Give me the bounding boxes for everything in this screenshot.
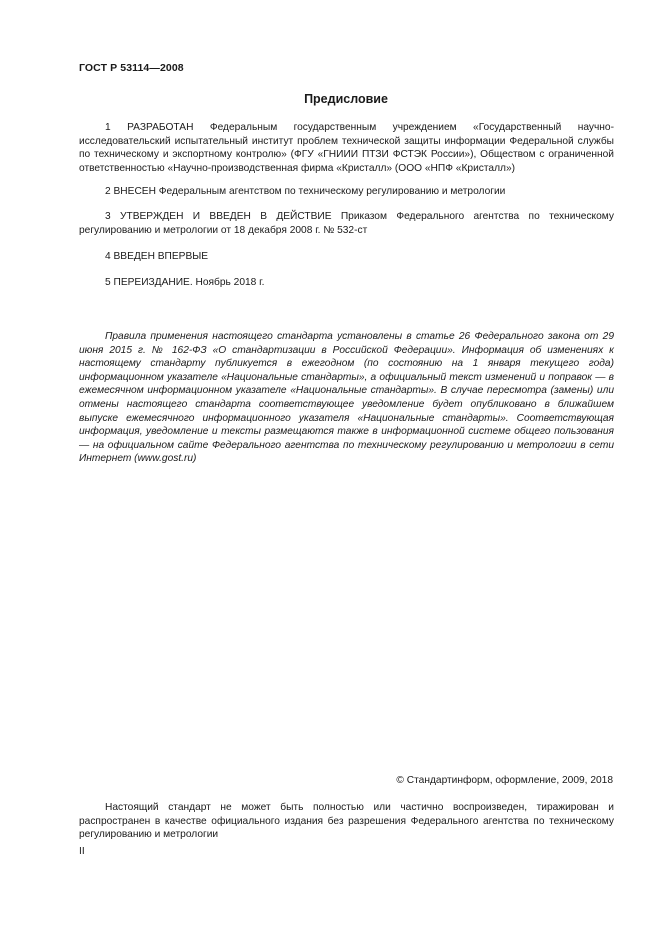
copyright-line: © Стандартинформ, оформление, 2009, 2018 bbox=[396, 775, 613, 786]
foreword-item-developed: 1 РАЗРАБОТАН Федеральным государственным учреждением «Государственный научно-исследовательский испытательный институт проблем технической защиты информации Федеральной службы по техническому и экспортному контролю» (ФГУ «ГНИИИ ПТЗИ ФСТЭК России»), Обществом с ограниченной ответственностью «Научно-производственная фирма «Кристалл» (ООО «НПФ «Кристалл») bbox=[79, 122, 614, 174]
page-number: II bbox=[79, 846, 85, 857]
foreword-item-introduced: 2 ВНЕСЕН Федеральным агентством по техническому регулированию и метрологии bbox=[105, 186, 506, 197]
foreword-item-reissue: 5 ПЕРЕИЗДАНИЕ. Ноябрь 2018 г. bbox=[105, 277, 265, 288]
reproduction-restriction-text: Настоящий стандарт не может быть полностью или частично воспроизведен, тиражирован и распространен в качестве официального издания без разрешения Федерального агентства по техническому регулированию и метрологии bbox=[79, 802, 614, 841]
foreword-item-first-edition: 4 ВВЕДЕН ВПЕРВЫЕ bbox=[105, 251, 209, 262]
document-code: ГОСТ Р 53114—2008 bbox=[79, 62, 184, 74]
application-rules-notice: Правила применения настоящего стандарта установлены в статье 26 Федерального закона от 29 июня 2015 г. № 162-ФЗ «О стандартизации в Российской Федерации». Информация об изменениях к настоящему стандарту публикуется в ежегодном (по состоянию на 1 января текущего года) информационном указателе «Национальные стандарты», а официальный текст изменений и поправок — в ежемесячном информационном указателе «Национальные стандарты». В случае пересмотра (замены) или отмены настоящего стандарта соответствующее уведомление будет опубликовано в ближайшем выпуске ежемесячного информационного указателя «Национальные стандарты». Соответствующая информация, уведомление и тексты размещаются также в информационной системе общего пользования — на официальном сайте Федерального агентства по техническому регулированию и метрологии в сети Интернет (www.gost.ru) bbox=[79, 331, 614, 465]
section-title: Предисловие bbox=[304, 92, 388, 106]
foreword-item-approved: 3 УТВЕРЖДЕН И ВВЕДЕН В ДЕЙСТВИЕ Приказом Федерального агентства по техническому регулированию и метрологии от 18 декабря 2008 г. № 532-ст bbox=[79, 211, 614, 236]
